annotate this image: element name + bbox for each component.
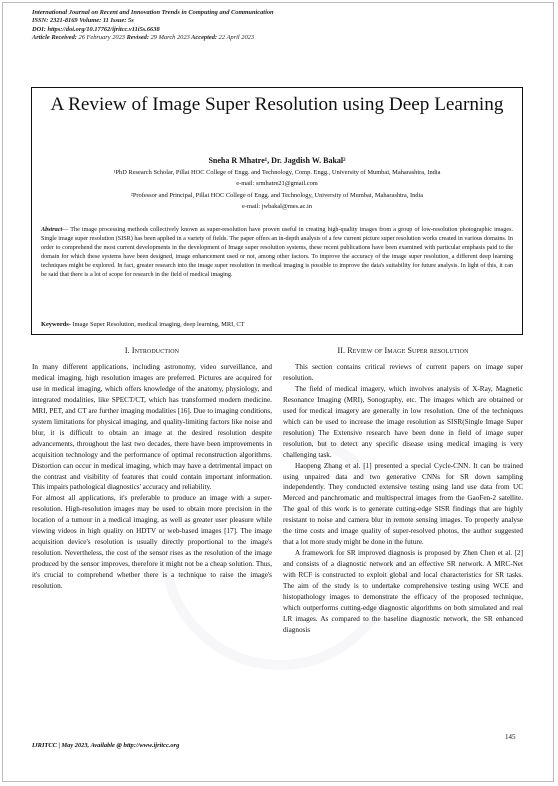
affiliation-2: ²Professor and Principal, Pillai HOC College of Engg. and Technology, University of Mumbai, Maharashtra, India — [130, 192, 424, 199]
authors: Sneha R Mhatre¹, Dr. Jagdish W. Bakal² — [208, 156, 346, 165]
journal-name: International Journal on Recent and Innovation Trends in Computing and Communication — [32, 9, 274, 16]
page-number: 145 — [505, 733, 516, 741]
page-footer: IJRITCC | May 2023, Available @ http://www.ijritcc.org — [32, 742, 180, 749]
review-paragraph-2: The field of medical imagery, which involves analysis of X-Ray, Magnetic Resonance Imaging (MRI), Sonography, etc. The images which are obtained or used for medical imagery are generally in low resolution. One of the techniques which can be used to increase the image resolution as SISR(Single Image Super resolution) The Extensive research have been done in field of image super resolution, but to detect any specific disease using medical imaging is very challenging task. — [283, 384, 523, 459]
paper-title: A Review of Image Super Resolution using Deep Learning — [50, 94, 504, 115]
affiliation-1: ¹PhD Research Scholar, Pillai HOC College of Engg. and Technology, Comp. Engg., University of Mumbai, Maharashtra, India — [113, 169, 441, 176]
revised-label: Revised: — [126, 33, 149, 41]
article-dates — [32, 34, 492, 42]
abstract — [41, 226, 513, 280]
keywords-text: Image Super Resolution, medical imaging, deep learning, MRI, CT — [70, 321, 245, 328]
intro-paragraph-2: For almost all applications, it's preferable to produce an image with a super- resolution. High-resolution images may be used to obtain more precision in the location of a tumour in a medical imaging, as well as greater user pleasure while viewing videos in high quality on HDTV or web-based images [17]. The image acquisition device's resolution is usually directly proportional to the image's resolution. Nevertheless, the cost of the sensor rises as the resolution of the image produced by the sensor improves, therefore it might not be a cheap solution. Thus, it's crucial to comprehend whether there is a technique to raise the image's resolution. — [32, 494, 272, 591]
accepted-date: 22 April 2023 — [218, 33, 255, 41]
abstract-text: — The image processing methods collectively known as super-resolution have proven useful in creating high-quality images from a group of low-resolution photographic images. Single image super resolution (SISR) has been applied in a variety of fields. The paper offers an in-depth analysis of a few current picture super resolution works created in various domains. In order to comprehend the most current developments in the development of Image super resolution systems, these recent publications have been examined with particular emphasis paid to the domain for which these systems have been designed, image enhancement used or not, among other factors. To improve the accuracy of the image super resolution, a different deep learning techniques might be explored. In fact, greater research into the image super resolution in medical imaging is possible to improve the data's suitability for future analysis. In light of this, it can be said that there is a lot of scope for research in the field of medical imaging. — [41, 227, 513, 279]
keywords-label: Keywords- — [41, 321, 71, 328]
email-1: e-mail: srmhatre21@gmail.com — [236, 180, 318, 187]
title-abstract-box — [31, 87, 523, 335]
keywords — [41, 321, 513, 328]
column-left — [32, 362, 272, 592]
review-paragraph-3: Haopeng Zhang et al. [1] presented a special Cycle-CNN. It can be trained using unpaired data and two generative CNNs for SR down sampling independently. They conducted extensive testing using land use data from UC Merced and panchromatic and multispectral images from the GaoFen-2 satellite. The goal of this work is to generate cutting-edge SISR findings that are highly resistant to noise and camera blur in remote sensing images. To properly analyse the time costs and image quality of super-resolved photos, the author suggested that a lot more study might be done in the future. — [283, 461, 523, 547]
accepted-label: Accepted: — [191, 33, 218, 41]
issn-line: ISSN: 2321-8169 Volume: 11 Issue: 5s — [32, 17, 134, 25]
section-2-heading: II. Review of Image Super resolution — [337, 346, 469, 355]
received-label: Article Received: — [32, 33, 77, 41]
email-2: e-mail: jwbakal@mes.ac.in — [242, 203, 312, 210]
column-right — [283, 362, 523, 636]
review-paragraph-1: This section contains critical reviews of current papers on image super resolution. — [283, 363, 523, 382]
intro-paragraph-1: In many different applications, including astronomy, video surveillance, and medical imaging, high resolution images are preferred. Pictures are acquired for use in medical imaging, which offers knowledge of the anatomy, physiology, and integrated modalities, like SPECT/CT, which has transformed modern medicine. MRI, PET, and CT are further imaging modalities [16]. Due to imaging conditions, system limitations for physical imaging, and quality-limiting factors like noise and blur, it is difficult to obtain an image at the desired resolution despite advancements, throughout the last two decades, there have been improvements in acquisition technology and the performance of optimal reconstruction algorithms. Distortion can occur in medical imaging, which may have a detrimental impact on the contrast and visibility of features that could contain important information. This impairs pathological diagnostics' accuracy and reliability. — [32, 363, 272, 492]
journal-header — [32, 9, 492, 42]
received-date: 26 February 2023 — [78, 33, 126, 41]
section-1-heading: I. Introduction — [124, 346, 180, 355]
revised-date: 29 March 2023 — [150, 33, 190, 41]
review-paragraph-4: A framework for SR improved diagnosis is proposed by Zhen Chen et al. [2] and consists of a diagnostic network and an effective SR network. A MRC-Net with RCF is constructed to exploit global and local characteristics for SR tasks. The aim of the study is to undertake comprehensive testing using WCE and histopathology images to demonstrate the efficacy of the proposed technique, which outperforms cutting-edge diagnostic algorithms on both simulated and real LR images. As compared to the baseline diagnostic network, the SR enhanced diagnosis — [283, 549, 523, 634]
abstract-label: Abstract — [41, 227, 63, 233]
doi-line: DOI: https://doi.org/10.17762/ijritcc.v11i5s.6638 — [32, 25, 160, 33]
